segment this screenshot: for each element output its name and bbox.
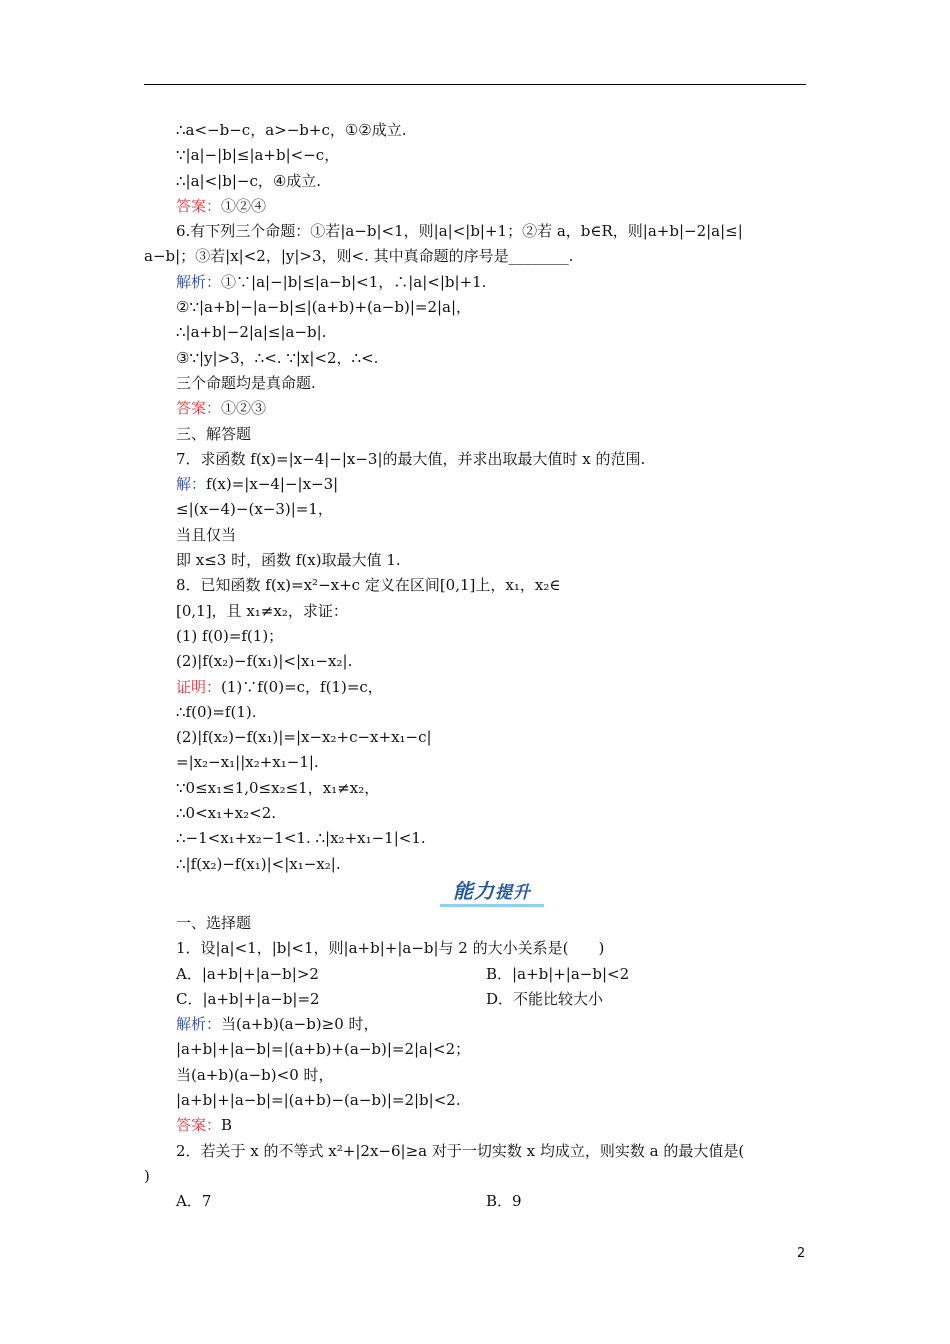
question-8-line-1: 8．已知函数 f(x)=x²−x+c 定义在区间[0,1]上，x₁，x₂∈	[176, 576, 561, 595]
option-b: B．|a+b|+|a−b|<2	[486, 964, 630, 983]
proof-label: 证明：	[176, 677, 222, 696]
ability-banner	[144, 877, 806, 911]
analysis-label: 解析：	[176, 1015, 222, 1034]
text-line: ∴|a+b|−2|a|≤|a−b|.	[176, 323, 327, 342]
option-a: A．|a+b|+|a−b|>2	[176, 964, 319, 983]
text-line: 当(a+b)(a−b)<0 时，	[176, 1065, 334, 1084]
analysis-line	[144, 1012, 806, 1037]
text-line: =|x₂−x₁||x₂+x₁−1|.	[176, 753, 319, 772]
proof-text: (1)∵f(0)=c，f(1)=c，	[221, 677, 383, 696]
question-1: 1．设|a|<1，|b|<1，则|a+b|+|a−b|与 2 的大小关系是( )	[176, 939, 605, 958]
question-8-part-2: (2)|f(x₂)−f(x₁)|<|x₁−x₂|.	[176, 652, 353, 671]
solution-label: 解：	[176, 475, 207, 494]
analysis-text: 当(a+b)(a−b)≥0 时，	[221, 1015, 379, 1034]
answer-line	[144, 194, 806, 219]
text-line: ∴|a|<|b|−c，④成立.	[176, 171, 322, 190]
header-rule	[144, 84, 806, 85]
option-d: D．不能比较大小	[486, 989, 604, 1008]
answer-text: B	[221, 1116, 233, 1135]
text-line: 三个命题均是真命题.	[176, 373, 316, 392]
answer-label: 答案：	[176, 196, 222, 215]
question-8-line-2: [0,1]，且 x₁≠x₂，求证：	[176, 601, 348, 620]
solution-text: f(x)=|x−4|−|x−3|	[206, 475, 339, 494]
banner-underline	[440, 904, 544, 907]
text-line: ∴−1<x₁+x₂−1<1. ∴|x₂+x₁−1|<1.	[176, 829, 426, 848]
text-line: ∴f(0)=f(1).	[176, 702, 257, 721]
options-row	[144, 987, 806, 1012]
options-row	[144, 1189, 806, 1214]
text-line: ∴a<−b−c，a>−b+c，①②成立.	[176, 121, 407, 139]
text-line: |a+b|+|a−b|=|(a+b)+(a−b)|=2|a|<2；	[176, 1040, 471, 1059]
option-c: C．|a+b|+|a−b|=2	[176, 989, 320, 1008]
text-line: ≤|(x−4)−(x−3)|=1，	[176, 500, 333, 519]
page-number: 2	[797, 1246, 806, 1261]
question-7: 7．求函数 f(x)=|x−4|−|x−3|的最大值，并求出取最大值时 x 的范围.	[176, 449, 646, 468]
banner-small-text: 提升	[495, 882, 531, 903]
option-b: B．9	[486, 1192, 522, 1211]
text-line: ∵0≤x₁≤1,0≤x₂≤1，x₁≠x₂，	[176, 778, 380, 797]
page-content	[144, 118, 806, 1214]
question-2-line-1: 2．若关于 x 的不等式 x²+|2x−6|≥a 对于一切实数 x 均成立，则实数 a 的最大值是(	[176, 1141, 745, 1160]
question-8-part-1: (1) f(0)=f(1)；	[176, 626, 284, 645]
text-line: 即 x≤3 时，函数 f(x)取最大值 1.	[176, 551, 401, 570]
text-line: ∴0<x₁+x₂<2.	[176, 804, 277, 823]
text-line: ∵|a|−|b|≤|a+b|<−c，	[176, 146, 340, 165]
question-2-line-2: )	[144, 1166, 150, 1185]
question-6-line-1: 6.有下列三个命题：①若|a−b|<1，则|a|<|b|+1；②若 a，b∈R，则|a+b|−2|a|≤|	[176, 222, 743, 241]
banner-text	[440, 879, 544, 905]
answer-text: ①②③	[221, 399, 267, 418]
answer-label: 答案：	[176, 1116, 222, 1135]
text-line: ②∵|a+b|−|a−b|≤|(a+b)+(a−b)|=2|a|，	[176, 298, 472, 317]
solution-line	[144, 472, 806, 497]
section-heading: 三、解答题	[176, 424, 252, 443]
banner-graphic	[440, 879, 544, 907]
section-heading: 一、选择题	[176, 913, 252, 932]
text-line: ∴|f(x₂)−f(x₁)|<|x₁−x₂|.	[176, 854, 341, 873]
options-row	[144, 962, 806, 987]
text-line: (2)|f(x₂)−f(x₁)|=|x−x₂+c−x+x₁−c|	[176, 728, 432, 747]
answer-label: 答案：	[176, 399, 222, 418]
proof-line	[144, 675, 806, 700]
text-line: |a+b|+|a−b|=|(a+b)−(a−b)|=2|b|<2.	[176, 1090, 461, 1109]
answer-text: ①②④	[221, 196, 267, 215]
option-a: A．7	[176, 1192, 212, 1211]
text-line: ③∵|y|>3，∴<. ∵|x|<2，∴<.	[176, 348, 379, 367]
answer-line	[144, 1113, 806, 1138]
analysis-line	[144, 270, 806, 295]
analysis-text: ①∵|a|−|b|≤|a−b|<1，∴|a|<|b|+1.	[221, 272, 487, 291]
answer-line	[144, 396, 806, 421]
banner-big-text: 能力	[453, 878, 495, 903]
question-6-line-2: a−b|；③若|x|<2，|y|>3，则<. 其中真命题的序号是________.	[144, 247, 574, 266]
analysis-label: 解析：	[176, 272, 222, 291]
text-line: 当且仅当	[176, 525, 237, 544]
